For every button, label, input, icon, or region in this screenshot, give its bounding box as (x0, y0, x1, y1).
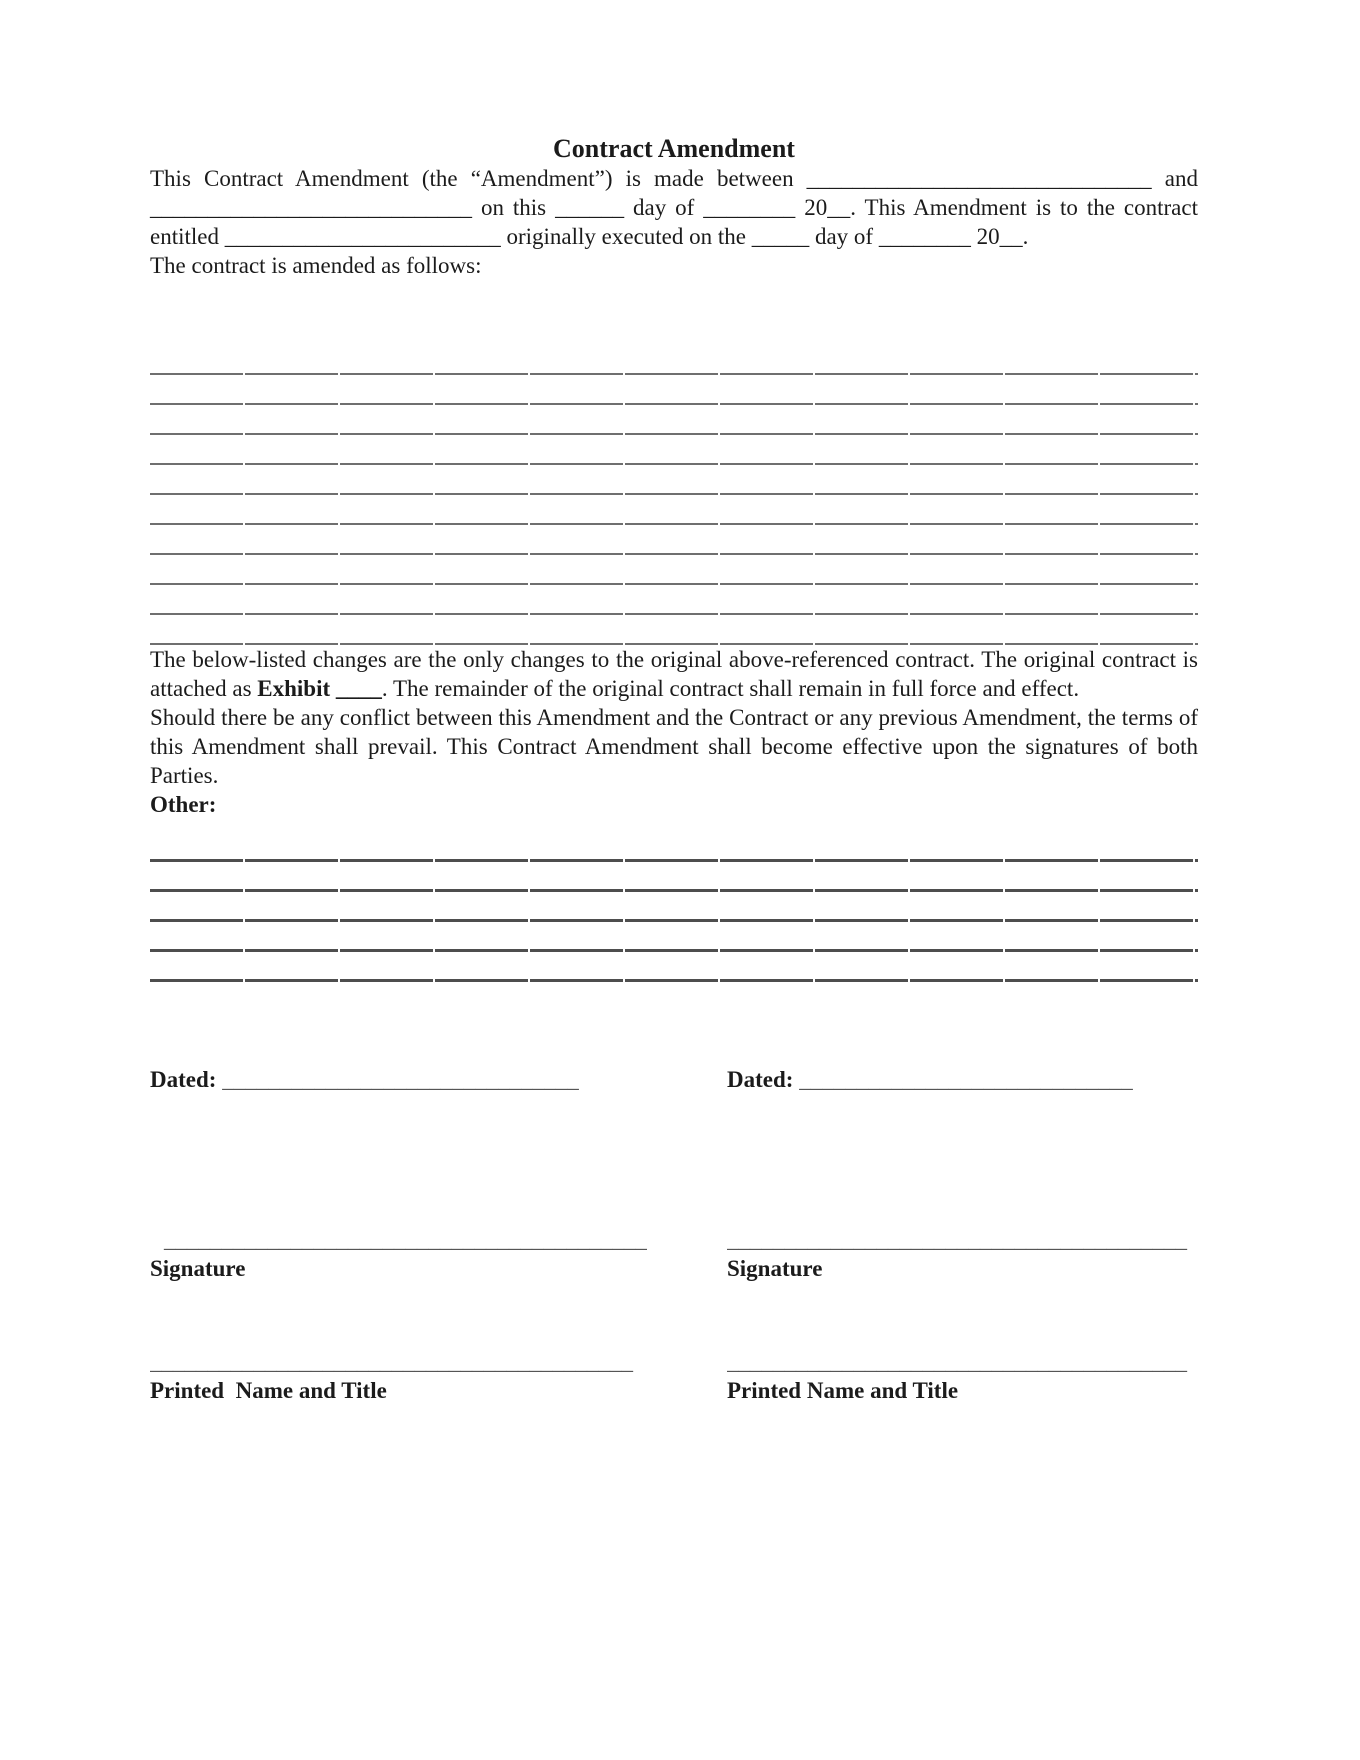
signature-blank-line: ________________________________________ (727, 1227, 1187, 1252)
printed-name-left (150, 1347, 647, 1405)
dated-blank-line: _______________________________ (222, 1067, 579, 1092)
signature-right (727, 1225, 1198, 1283)
printed-name-blank-line: __________________________________________ (150, 1349, 633, 1374)
exhibit-label: Exhibit ____ (257, 676, 382, 701)
printed-name-right (727, 1347, 1198, 1405)
dated-right (727, 1065, 1198, 1094)
blank-line (150, 403, 1198, 405)
blank-line (150, 583, 1198, 585)
document-content (0, 134, 1360, 1405)
amendment-blank-lines (150, 373, 1198, 645)
dated-label: Dated: (727, 1067, 794, 1092)
blank-line (150, 523, 1198, 525)
blank-line (150, 949, 1198, 952)
blank-line (150, 463, 1198, 465)
blank-line (150, 889, 1198, 892)
other-heading: Other: (150, 792, 217, 817)
printed-name-label: Printed Name and Title (150, 1378, 387, 1403)
dated-row (150, 1065, 1198, 1094)
blank-line (150, 553, 1198, 555)
dated-blank-line: _____________________________ (799, 1067, 1133, 1092)
signature-left (150, 1225, 647, 1283)
other-blank-lines (150, 859, 1198, 982)
blank-line (150, 859, 1198, 862)
intro-paragraph: This Contract Amendment (the “Amendment”) is made between ______________________________ and ____________________________ on this ______ day of ________ 20__. This Amendment is to the contract entitled ________________________ originally executed on the _____ day of ________ 20__. (150, 166, 1198, 249)
signature-label: Signature (727, 1256, 823, 1281)
blank-line (150, 493, 1198, 495)
blank-line (150, 613, 1198, 615)
blank-line (150, 433, 1198, 435)
dated-left (150, 1065, 647, 1094)
blank-line (150, 373, 1198, 375)
signature-label: Signature (150, 1256, 246, 1281)
dated-label: Dated: (150, 1067, 217, 1092)
changes-text-before: The below-listed changes are the only changes to the original above-referenced contract. The original contract is attached as (150, 647, 1198, 701)
printed-name-blank-line: ________________________________________ (727, 1349, 1187, 1374)
changes-paragraph (150, 645, 1198, 703)
changes-text-after: . The remainder of the original contract shall remain in full force and effect. (381, 676, 1080, 701)
blank-line (150, 979, 1198, 982)
signature-blank-line: __________________________________________ (164, 1227, 647, 1252)
printed-name-row (150, 1347, 1198, 1405)
blank-line (150, 919, 1198, 922)
document-title: Contract Amendment (553, 134, 795, 163)
printed-name-label: Printed Name and Title (727, 1378, 959, 1403)
amended-lead-in: The contract is amended as follows: (150, 253, 482, 278)
conflict-paragraph: Should there be any conflict between this Amendment and the Contract or any previous Amendment, the terms of this Amendment shall prevail. This Contract Amendment shall become effective upon the signatures of both Parties. (150, 705, 1198, 788)
signature-row (150, 1225, 1198, 1283)
